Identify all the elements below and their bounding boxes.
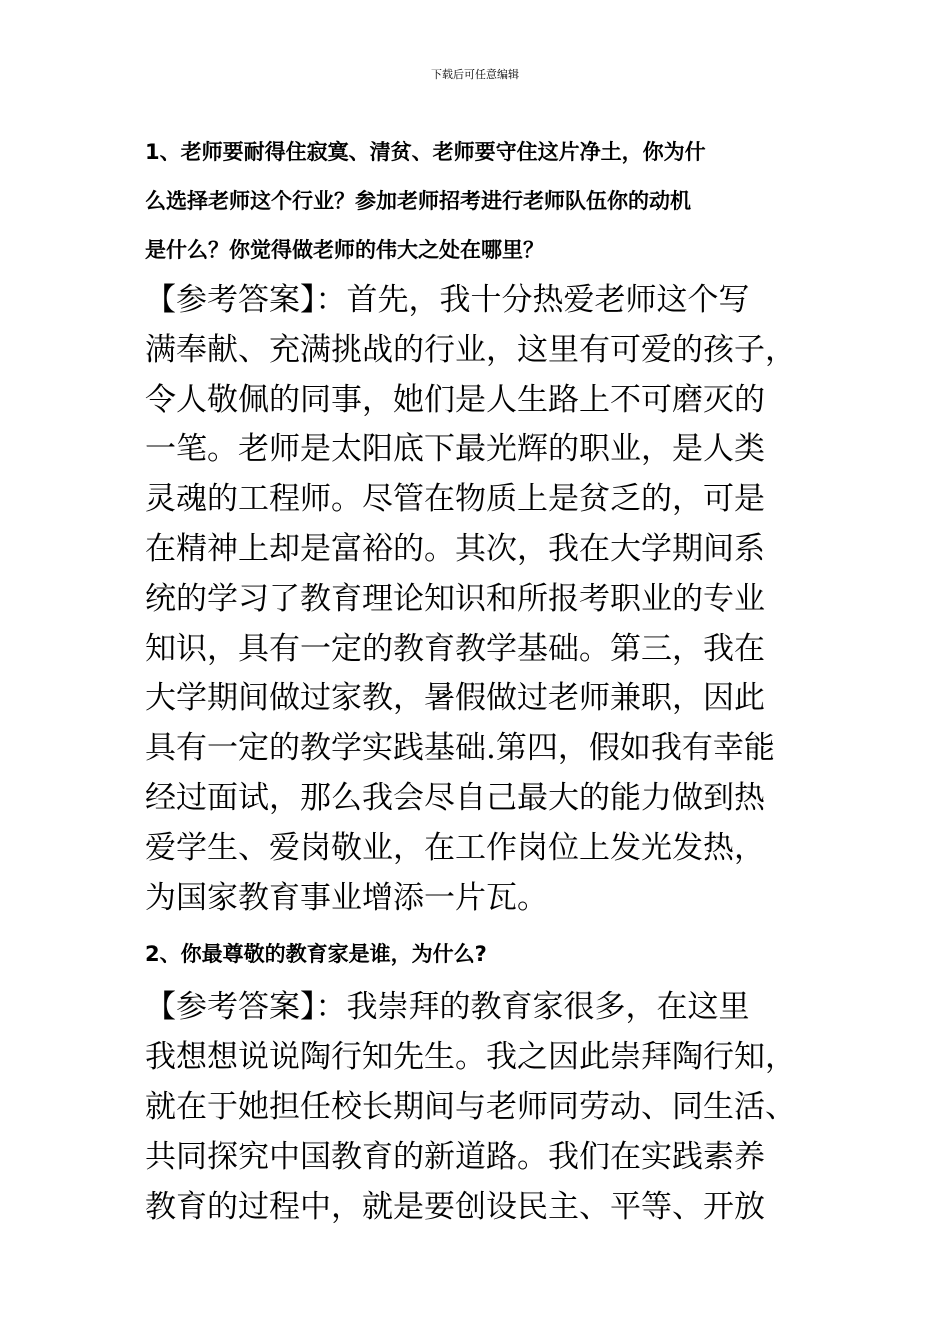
- answer-2-line: 就在于她担任校长期间与老师同劳动、同生活、: [145, 1088, 796, 1125]
- question-1-line: 么选择老师这个行业？参加老师招考进行老师队伍你的动机: [145, 189, 691, 213]
- question-1-line: 1、老师要耐得住寂寞、清贫、老师要守住这片净土，你为什: [145, 140, 706, 164]
- question-2: 2、你最尊敬的教育家是谁，为什么?: [145, 942, 487, 967]
- answer-2-line: 教育的过程中，就是要创设民主、平等、开放: [145, 1188, 765, 1225]
- answer-2-line: 【参考答案】：我崇拜的教育家很多，在这里: [145, 989, 750, 1026]
- answer-1-line: 统的学习了教育理论知识和所报考职业的专业: [145, 580, 765, 617]
- question-1: [145, 128, 810, 275]
- answer-2-line: 我想想说说陶行知先生。我之因此崇拜陶行知，: [145, 1039, 796, 1076]
- answer-1-line: 大学期间做过家教，暑假做过老师兼职，因此: [145, 680, 765, 717]
- answer-1-line: 【参考答案】：首先，我十分热爱老师这个写: [145, 282, 750, 318]
- page-header: 下载后可任意编辑: [431, 68, 519, 81]
- answer-2-line: 共同探究中国教育的新道路。我们在实践素养: [145, 1138, 765, 1175]
- answer-1-line: 一笔。老师是太阳底下最光辉的职业，是人类: [145, 431, 765, 468]
- answer-1-line: 经过面试，那么我会尽自己最大的能力做到热: [145, 779, 765, 816]
- answer-2: [145, 983, 810, 1232]
- answer-1: [145, 276, 810, 923]
- answer-1-line: 为国家教育事业增添一片瓦。: [145, 879, 548, 916]
- document-body: [145, 128, 810, 1232]
- answer-1-line: 令人敬佩的同事，她们是人生路上不可磨灭的: [145, 381, 765, 418]
- answer-1-line: 在精神上却是富裕的。其次，我在大学期间系: [145, 530, 765, 567]
- answer-1-line: 知识，具有一定的教育教学基础。第三，我在: [145, 630, 765, 667]
- answer-1-line: 满奉献、充满挑战的行业，这里有可爱的孩子，: [145, 331, 796, 368]
- answer-1-line: 爱学生、爱岗敬业，在工作岗位上发光发热，: [145, 829, 765, 866]
- question-1-line: 是什么？你觉得做老师的伟大之处在哪里？: [145, 238, 544, 262]
- answer-1-line: 灵魂的工程师。尽管在物质上是贫乏的，可是: [145, 481, 765, 518]
- answer-1-line: 具有一定的教学实践基础.第四，假如我有幸能: [145, 730, 775, 767]
